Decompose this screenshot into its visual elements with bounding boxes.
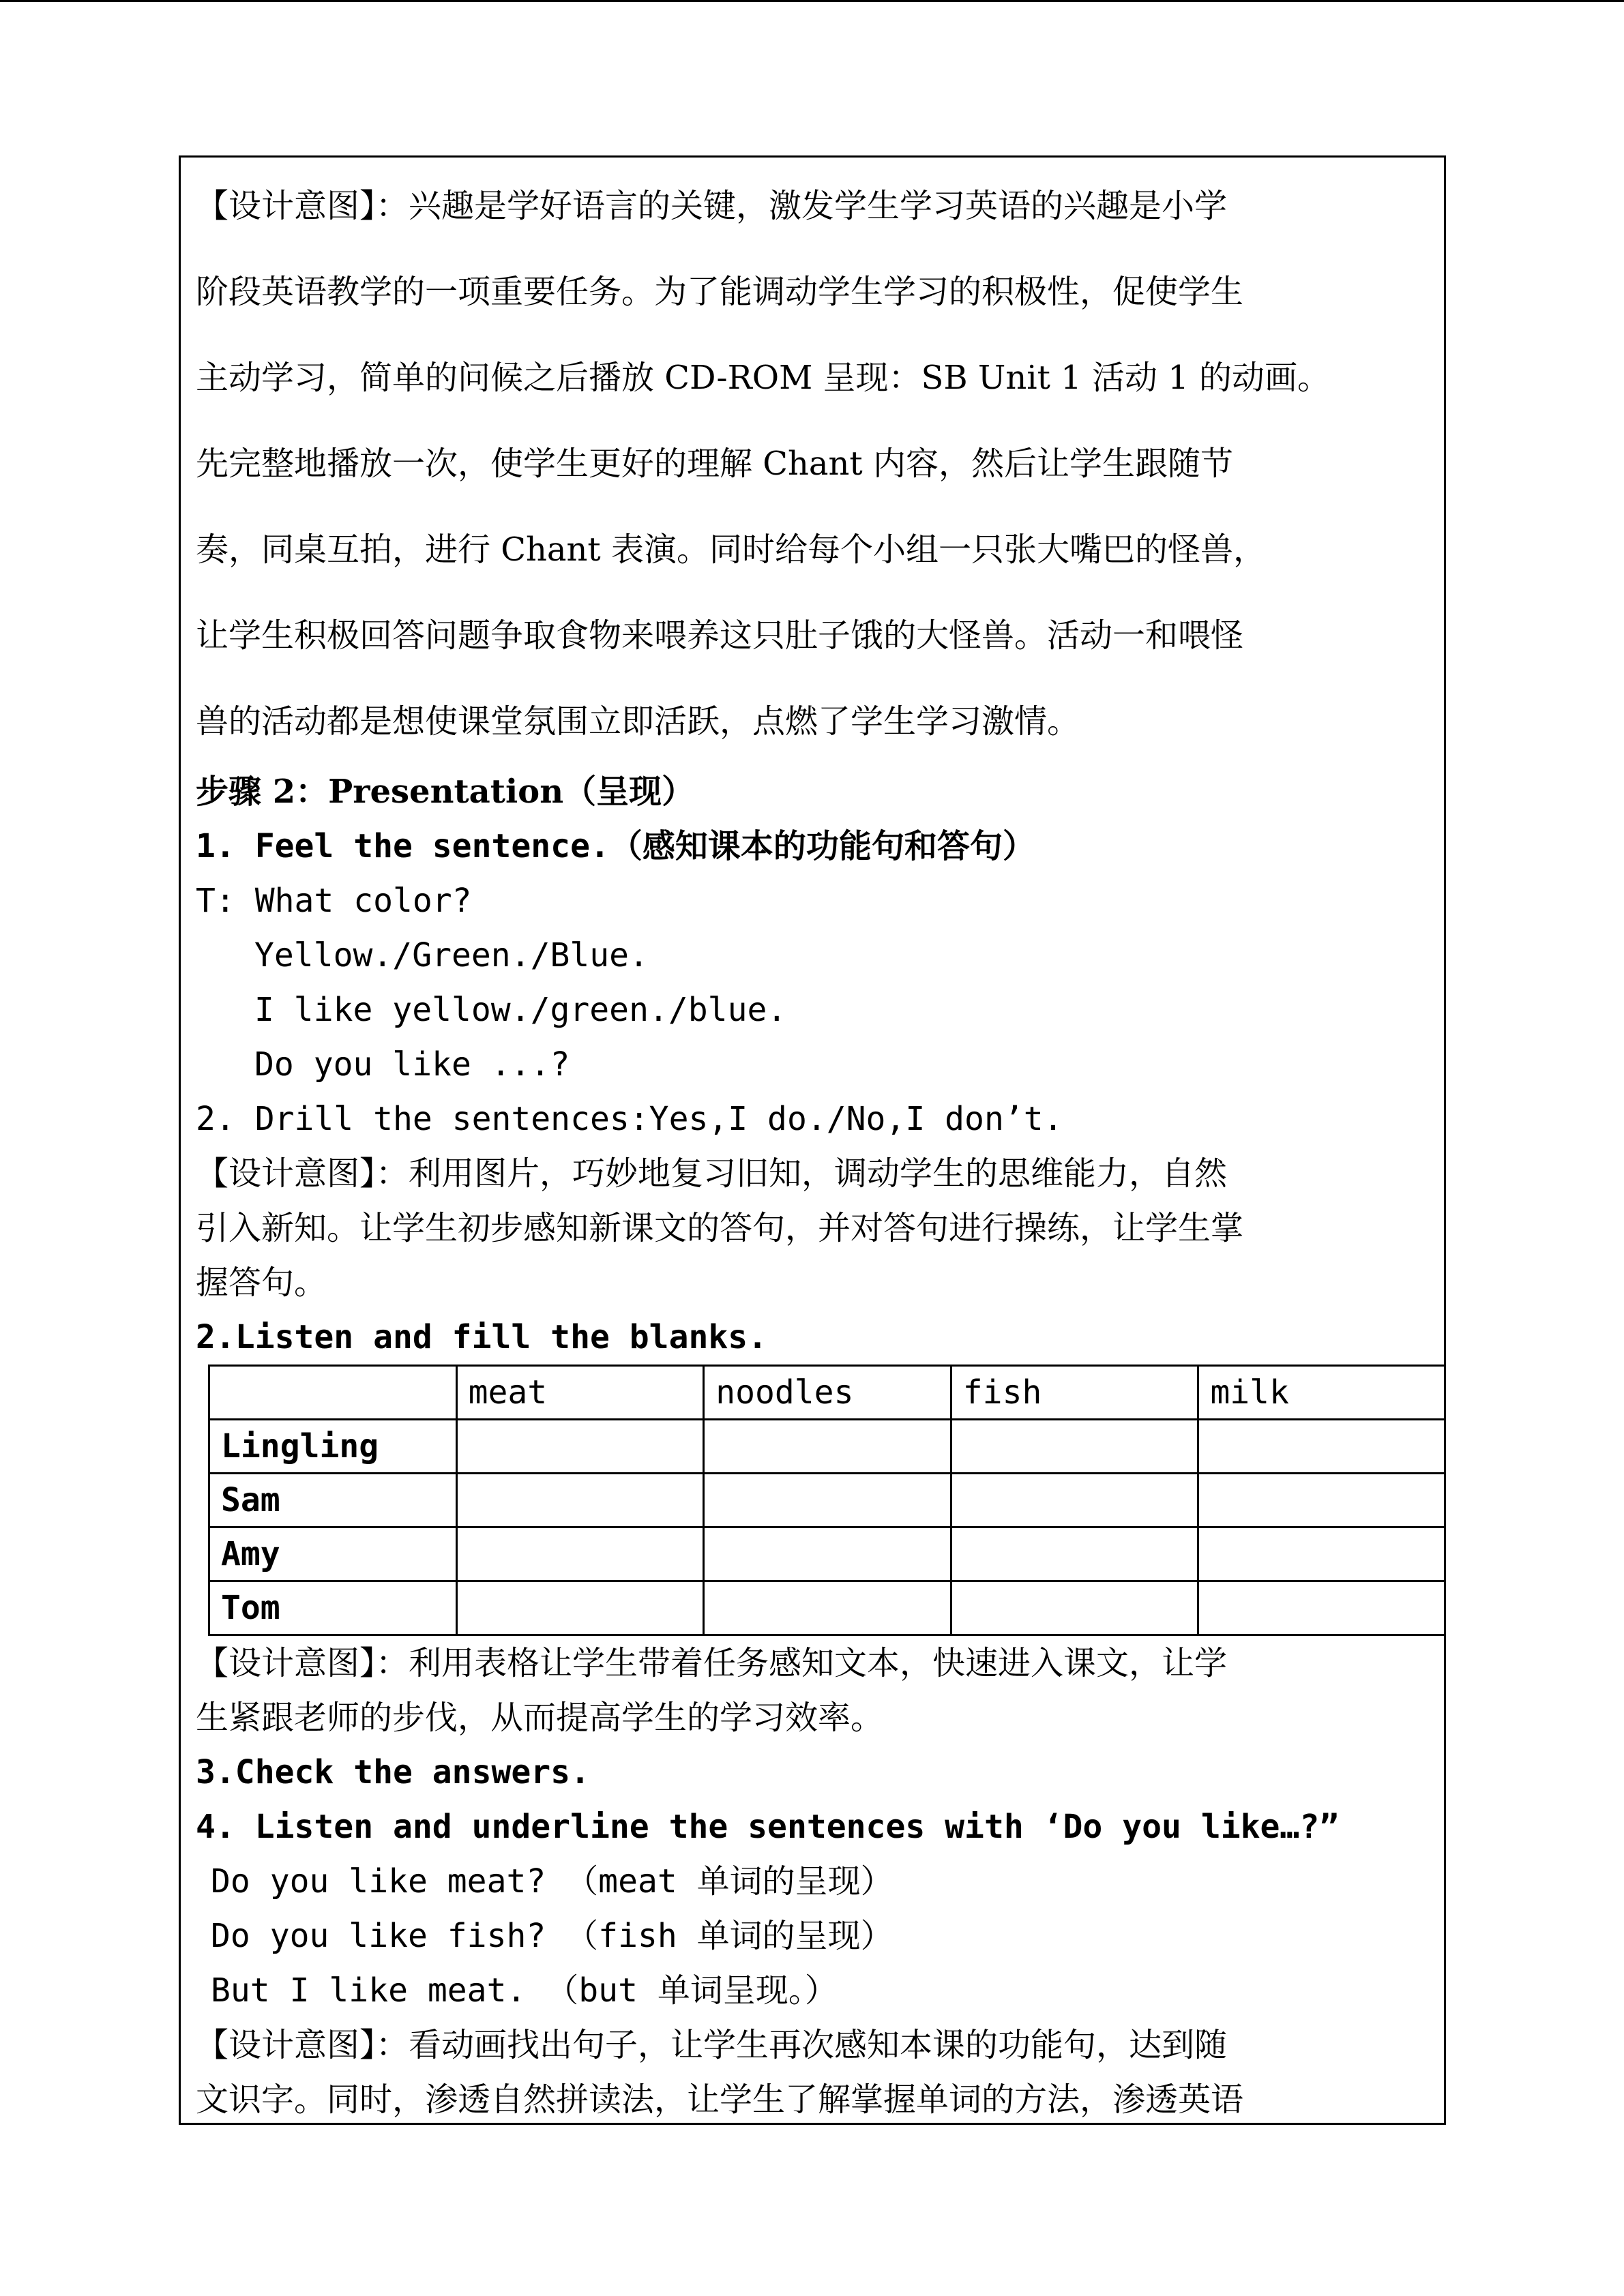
table-header-cell: noodles	[704, 1366, 951, 1420]
table-row-name: Lingling	[209, 1420, 457, 1474]
table-cell[interactable]	[456, 1527, 704, 1581]
table-cell[interactable]	[951, 1581, 1198, 1635]
design3-line-2: 生紧跟老师的步伐，从而提高学生的学习效率。	[196, 1699, 884, 1737]
table-row	[209, 1420, 1446, 1474]
intro-line-3: 主动学习，简单的问候之后播放 CD-ROM 呈现：SB Unit 1 活动 1 的动画。	[196, 359, 1331, 397]
design4-line-2: 文识字。同时，渗透自然拼读法，让学生了解掌握单词的方法，渗透英语	[196, 2081, 1244, 2119]
check-line: 3.Check the answers.	[196, 1753, 590, 1791]
table-header-cell	[209, 1366, 457, 1420]
intro-design-intent	[196, 163, 1429, 764]
feel-heading: 1. Feel the sentence.（感知课本的功能句和答句）	[196, 827, 1035, 865]
design4-line-1: 【设计意图】：看动画找出句子，让学生再次感知本课的功能句，达到随	[196, 2026, 1228, 2064]
drill-line: 2. Drill the sentences:Yes,I do./No,I don’t.	[196, 1100, 1063, 1138]
table-header-cell: milk	[1198, 1366, 1446, 1420]
table-cell[interactable]	[456, 1474, 704, 1527]
table-cell[interactable]	[951, 1527, 1198, 1581]
table-header-cell: fish	[951, 1366, 1198, 1420]
design3-line-1: 【设计意图】：利用表格让学生带着任务感知文本，快速进入课文，让学	[196, 1644, 1228, 1682]
underline-sentence-1: Do you like meat? （meat 单词的呈现）	[211, 1862, 894, 1900]
design2-line-2: 引入新知。让学生初步感知新课文的答句，并对答句进行操练，让学生掌	[196, 1209, 1244, 1247]
table-cell[interactable]	[1198, 1527, 1446, 1581]
table-cell[interactable]	[1198, 1581, 1446, 1635]
table-row	[209, 1581, 1446, 1635]
underline-heading: 4. Listen and underline the sentences with ‘Do you like…?”	[196, 1808, 1340, 1846]
table-cell[interactable]	[951, 1420, 1198, 1474]
intro-line-7: 兽的活动都是想使课堂氛围立即活跃，点燃了学生学习激情。	[196, 702, 1080, 741]
table-header-row	[209, 1366, 1446, 1420]
intro-line-2: 阶段英语教学的一项重要任务。为了能调动学生学习的积极性，促使学生	[196, 273, 1244, 311]
listen-heading: 2.Listen and fill the blanks.	[196, 1318, 768, 1356]
page-top-border	[0, 0, 1624, 2]
lesson-plan-frame	[179, 155, 1446, 2125]
table-row-name: Sam	[209, 1474, 457, 1527]
underline-sentence-3: But I like meat. （but 单词呈现。）	[211, 1971, 838, 2010]
feel-sub-line-1: Yellow./Green./Blue.	[254, 936, 649, 974]
underline-sentence-2: Do you like fish? （fish 单词的呈现）	[211, 1917, 894, 1955]
intro-line-4: 先完整地播放一次，使学生更好的理解 Chant 内容，然后让学生跟随节	[196, 445, 1233, 483]
teacher-question: T: What color?	[196, 882, 472, 920]
intro-line-6: 让学生积极回答问题争取食物来喂养这只肚子饿的大怪兽。活动一和喂怪	[196, 616, 1244, 655]
table-cell[interactable]	[704, 1581, 951, 1635]
table-cell[interactable]	[704, 1527, 951, 1581]
design2-line-1: 【设计意图】：利用图片，巧妙地复习旧知，调动学生的思维能力，自然	[196, 1154, 1228, 1193]
lesson-content	[196, 158, 1429, 2125]
table-row-name: Amy	[209, 1527, 457, 1581]
table-row	[209, 1527, 1446, 1581]
feel-sub-line-2: I like yellow./green./blue.	[254, 991, 787, 1029]
fill-blanks-table	[208, 1365, 1446, 1636]
table-row	[209, 1474, 1446, 1527]
table-cell[interactable]	[1198, 1474, 1446, 1527]
table-cell[interactable]	[456, 1581, 704, 1635]
table-cell[interactable]	[704, 1474, 951, 1527]
intro-line-1: 【设计意图】：兴趣是学好语言的关键，激发学生学习英语的兴趣是小学	[196, 187, 1228, 225]
table-row-name: Tom	[209, 1581, 457, 1635]
table-header-cell: meat	[456, 1366, 704, 1420]
table-cell[interactable]	[456, 1420, 704, 1474]
feel-sub-line-3: Do you like ...?	[254, 1045, 570, 1084]
design2-line-3: 握答句。	[196, 1264, 327, 1302]
intro-line-5: 奏，同桌互拍，进行 Chant 表演。同时给每个小组一只张大嘴巴的怪兽，	[196, 531, 1266, 569]
table-cell[interactable]	[704, 1420, 951, 1474]
table-cell[interactable]	[1198, 1420, 1446, 1474]
step2-heading: 步骤 2：Presentation（呈现）	[196, 773, 695, 811]
table-cell[interactable]	[951, 1474, 1198, 1527]
